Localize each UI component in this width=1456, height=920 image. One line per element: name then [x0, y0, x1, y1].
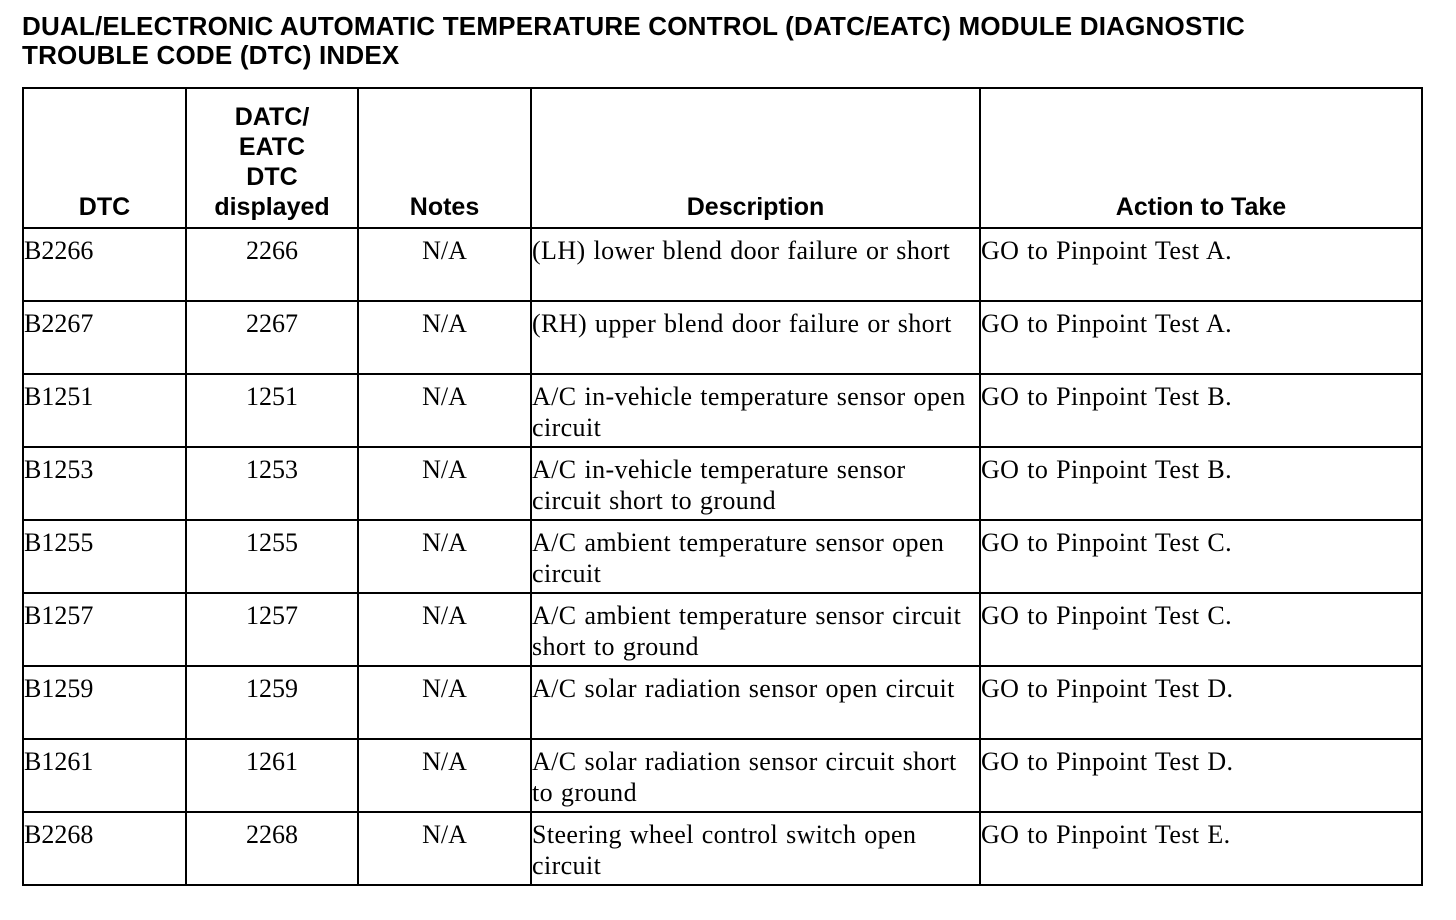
cell-notes: N/A	[358, 812, 531, 885]
cell-notes: N/A	[358, 447, 531, 520]
header-action: Action to Take	[980, 88, 1422, 228]
cell-description: (RH) upper blend door failure or short	[531, 301, 980, 374]
cell-displayed: 1257	[186, 593, 358, 666]
cell-description: (LH) lower blend door failure or short	[531, 228, 980, 301]
cell-action: GO to Pinpoint Test C.	[980, 520, 1422, 593]
table-row	[23, 228, 1422, 301]
cell-action: GO to Pinpoint Test A.	[980, 228, 1422, 301]
cell-dtc: B1259	[23, 666, 186, 739]
cell-action: GO to Pinpoint Test A.	[980, 301, 1422, 374]
table-row	[23, 593, 1422, 666]
cell-displayed: 1261	[186, 739, 358, 812]
cell-dtc: B1253	[23, 447, 186, 520]
cell-description: A/C in-vehicle temperature sensor circuit short to ground	[531, 447, 980, 520]
cell-notes: N/A	[358, 666, 531, 739]
cell-description: Steering wheel control switch open circuit	[531, 812, 980, 885]
cell-dtc: B1257	[23, 593, 186, 666]
cell-displayed: 1253	[186, 447, 358, 520]
cell-displayed: 1259	[186, 666, 358, 739]
header-displayed-line: displayed	[214, 193, 330, 221]
cell-notes: N/A	[358, 301, 531, 374]
cell-displayed: 1251	[186, 374, 358, 447]
cell-description: A/C ambient temperature sensor open circuit	[531, 520, 980, 593]
table-header-row	[23, 88, 1422, 228]
table-row	[23, 666, 1422, 739]
cell-dtc: B2268	[23, 812, 186, 885]
table-row	[23, 520, 1422, 593]
header-notes: Notes	[358, 88, 531, 228]
header-displayed-line: DTC	[246, 163, 298, 191]
cell-action: GO to Pinpoint Test B.	[980, 374, 1422, 447]
cell-notes: N/A	[358, 520, 531, 593]
page-title-line-2: TROUBLE CODE (DTC) INDEX	[22, 40, 400, 70]
cell-notes: N/A	[358, 739, 531, 812]
cell-action: GO to Pinpoint Test C.	[980, 593, 1422, 666]
page-title	[22, 12, 1422, 70]
cell-displayed: 1255	[186, 520, 358, 593]
cell-dtc: B1255	[23, 520, 186, 593]
table-row	[23, 301, 1422, 374]
header-displayed-line: EATC	[238, 133, 306, 161]
header-description: Description	[531, 88, 980, 228]
cell-dtc: B2266	[23, 228, 186, 301]
cell-dtc: B1251	[23, 374, 186, 447]
cell-action: GO to Pinpoint Test D.	[980, 739, 1422, 812]
cell-displayed: 2266	[186, 228, 358, 301]
cell-dtc: B2267	[23, 301, 186, 374]
cell-action: GO to Pinpoint Test D.	[980, 666, 1422, 739]
table-row	[23, 812, 1422, 885]
header-displayed	[186, 88, 358, 228]
cell-notes: N/A	[358, 374, 531, 447]
cell-description: A/C in-vehicle temperature sensor open circuit	[531, 374, 980, 447]
cell-displayed: 2267	[186, 301, 358, 374]
cell-action: GO to Pinpoint Test B.	[980, 447, 1422, 520]
cell-description: A/C solar radiation sensor open circuit	[531, 666, 980, 739]
header-dtc: DTC	[23, 88, 186, 228]
table-row	[23, 739, 1422, 812]
cell-displayed: 2268	[186, 812, 358, 885]
table-row	[23, 374, 1422, 447]
cell-action: GO to Pinpoint Test E.	[980, 812, 1422, 885]
page-title-line-1: DUAL/ELECTRONIC AUTOMATIC TEMPERATURE CONTROL (DATC/EATC) MODULE DIAGNOSTIC	[22, 11, 1245, 41]
table-row	[23, 447, 1422, 520]
cell-description: A/C solar radiation sensor circuit short to ground	[531, 739, 980, 812]
cell-notes: N/A	[358, 228, 531, 301]
cell-dtc: B1261	[23, 739, 186, 812]
header-displayed-line: DATC/	[234, 103, 310, 131]
cell-notes: N/A	[358, 593, 531, 666]
cell-description: A/C ambient temperature sensor circuit short to ground	[531, 593, 980, 666]
dtc-index-table	[22, 87, 1423, 886]
